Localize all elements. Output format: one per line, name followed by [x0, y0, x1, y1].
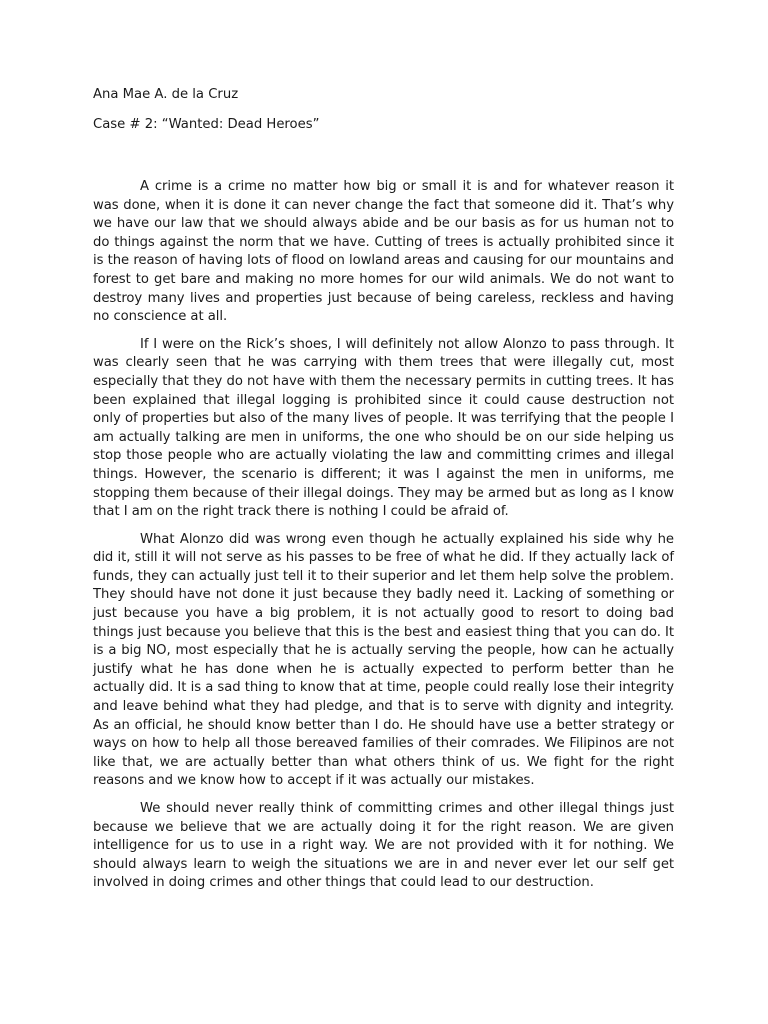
document-page: [93, 86, 674, 902]
author-name: Ana Mae A. de la Cruz: [93, 87, 239, 102]
paragraph-1: A crime is a crime no matter how big or small it is and for whatever reason it was done, when it is done it can never change the fact that someone did it. That’s why we have our law that we should always abide and be our basis as for us human not to do things against the norm that we have. Cutting of trees is actually prohibited since it is the reason of having lots of flood on lowland areas and causing for our mountains and forest to get bare and making no more homes for our wild animals. We do not want to destroy many lives and properties just because of being careless, reckless and having no conscience at all.: [93, 179, 674, 325]
paragraph-4: We should never really think of committing crimes and other illegal things just because we believe that we are actually doing it for the right reason. We are given intelligence for us to use in a right way. We are not provided with it for nothing. We should always learn to weigh the situations we are in and never ever let our self get involved in doing crimes and other things that could lead to our destruction.: [93, 801, 674, 891]
case-title: Case # 2: “Wanted: Dead Heroes”: [93, 117, 320, 132]
paragraph-2: If I were on the Rick’s shoes, I will definitely not allow Alonzo to pass through. It was clearly seen that he was carrying with them trees that were illegally cut, most especially that they do not have with them the necessary permits in cutting trees. It has been explained that illegal logging is prohibited since it could cause destruction not only of properties but also of the many lives of people. It was terrifying that the people I am actually talking are men in uniforms, the one who should be on our side helping us stop those people who are actually violating the law and committing crimes and illegal things. However, the scenario is different; it was I against the men in uniforms, me stopping them because of their illegal doings. They may be armed but as long as I know that I am on the right track there is nothing I could be afraid of.: [93, 336, 674, 520]
paragraph-3: What Alonzo did was wrong even though he actually explained his side why he did it, still it will not serve as his passes to be free of what he did. If they actually lack of funds, they can actually just tell it to their superior and let them help solve the problem. They should have not done it just because they badly need it. Lacking of something or just because you have a big problem, it is not actually good to resort to doing bad things just because you believe that this is the best and easiest thing that you can do. It is a big NO, most especially that he is actually serving the people, how can he actually justify what he has done when he is actually expected to perform better than he actually did. It is a sad thing to know that at time, people could really lose their integrity and leave behind what they had pledge, and that is to serve with dignity and integrity. As an official, he should know better than I do. He should have use a better strategy or ways on how to help all those bereaved families of their comrades. We Filipinos are not like that, we are actually better than what others think of us. We fight for the right reasons and we know how to accept if it was actually our mistakes.: [93, 531, 674, 789]
